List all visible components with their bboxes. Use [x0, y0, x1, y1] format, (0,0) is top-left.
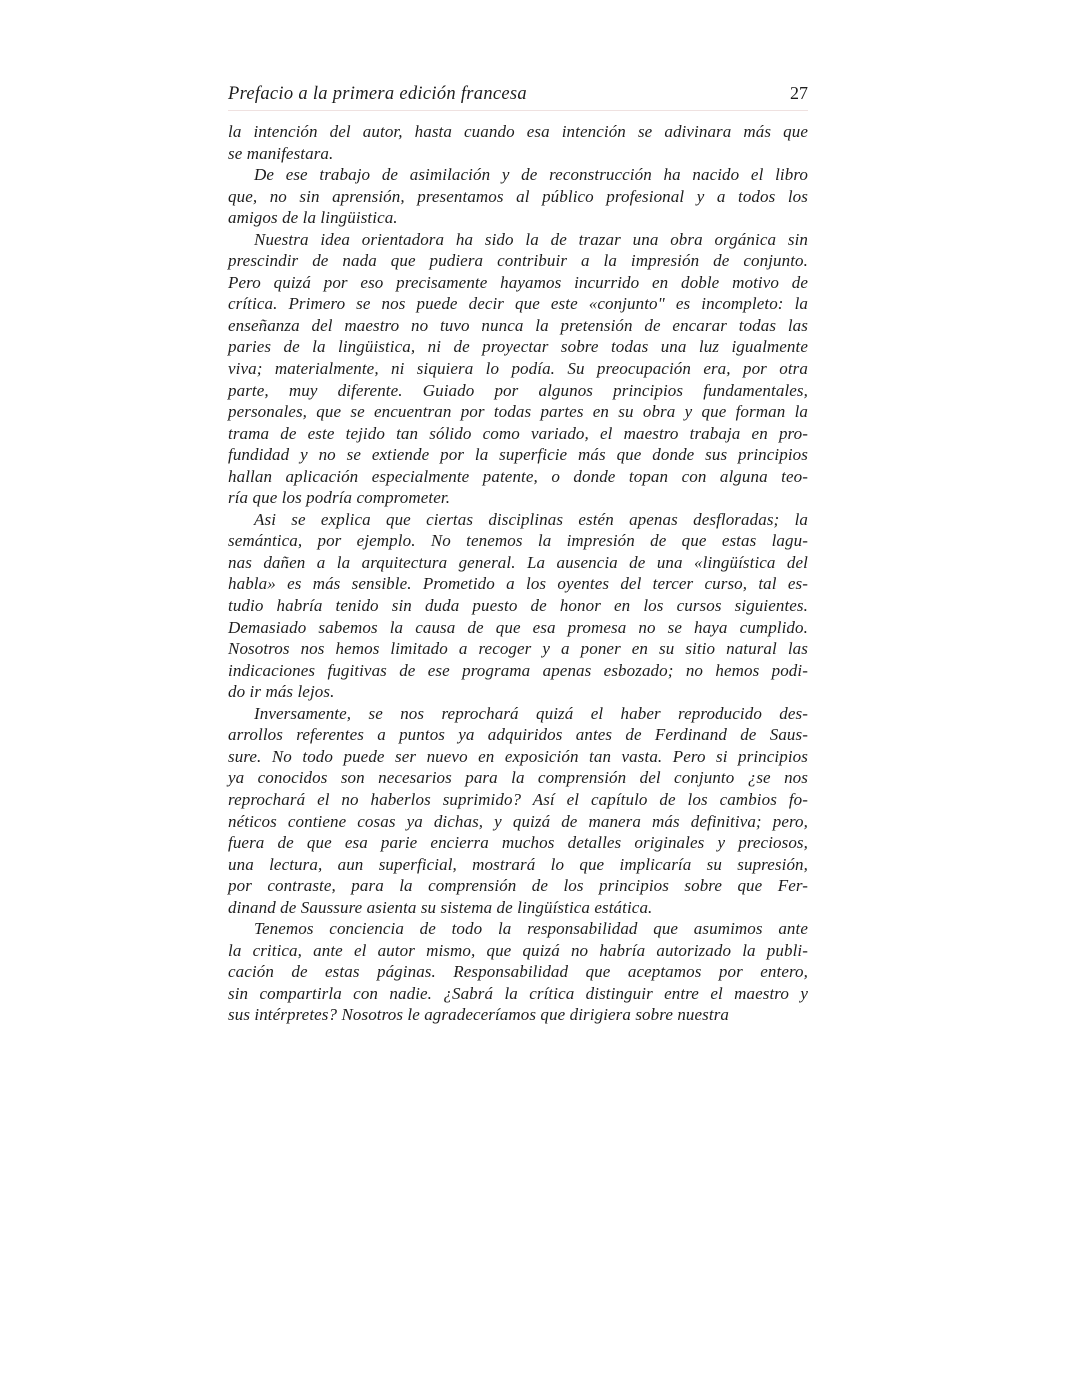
text-line: Pero quizá por eso precisamente hayamos incurrido en doble motivo de — [228, 272, 808, 292]
text-line: fuera de que esa parie encierra muchos detalles originales y preciosos, — [228, 833, 808, 853]
text-line: arrollos referentes a puntos ya adquiridos antes de Ferdinand de Saus- — [228, 725, 808, 745]
text-line: ría que los podría comprometer. — [228, 488, 451, 508]
text-line: viva; materialmente, ni siquiera lo podía. Su preocupación era, por otra — [228, 359, 808, 379]
text-line: hallan aplicación especialmente patente, o donde topan con alguna teo- — [228, 466, 808, 486]
text-line: que, no sin aprensión, presentamos al público profesional y a todos los — [228, 186, 808, 206]
text-line: Nuestra idea orientadora ha sido la de trazar una obra orgánica sin — [254, 229, 808, 249]
text-line: enseñanza del maestro no tuvo nunca la pretensión de encarar todas las — [228, 315, 808, 335]
text-line: semántica, por ejemplo. No tenemos la impresión de que estas lagu- — [228, 531, 808, 551]
text-line: paries de la lingüistica, ni de proyectar sobre todas una luz igualmente — [228, 337, 808, 357]
text-line: Inversamente, se nos reprochará quizá el haber reproducido des- — [254, 703, 808, 723]
text-line: la intención del autor, hasta cuando esa intención se adivinara más que — [228, 122, 808, 141]
text-line: una lectura, aun superficial, mostrará lo que implicaría su supresión, — [228, 854, 808, 874]
text-line: personales, que se encuentran por todas partes en su obra y que forman la — [228, 402, 808, 422]
text-line: néticos contiene cosas ya dichas, y quizá de manera más definitiva; pero, — [228, 811, 808, 831]
paragraph — [228, 229, 808, 509]
running-head-title: Prefacio a la primera edición francesa — [228, 84, 527, 104]
text-line: De ese trabajo de asimilación y de reconstrucción ha nacido el libro — [254, 165, 808, 185]
text-line: sin compartirla con nadie. ¿Sabrá la crítica distinguir entre el maestro y — [228, 983, 808, 1003]
text-line: prescindir de nada que pudiera contribuir a la impresión de conjunto. — [228, 251, 808, 271]
text-line: nas dañen a la arquitectura general. La ausencia de una «lingüística del — [228, 552, 808, 572]
text-line: habla» es más sensible. Prometido a los oyentes del tercer curso, tal es- — [228, 574, 808, 594]
text-line: Asi se explica que ciertas disciplinas estén apenas desfloradas; la — [254, 509, 808, 529]
page-number: 27 — [790, 83, 808, 103]
paragraph — [228, 918, 808, 1026]
text-line: por contraste, para la comprensión de los principios sobre que Fer- — [228, 876, 808, 896]
paragraph — [228, 164, 808, 229]
paragraph — [228, 703, 808, 918]
text-line: dinand de Saussure asienta su sistema de lingüística estática. — [228, 897, 653, 917]
running-head — [228, 82, 808, 105]
text-line: ya conocidos son necesarios para la comprensión del conjunto ¿se nos — [228, 768, 808, 788]
page-body — [228, 121, 808, 1026]
text-line: Nosotros nos hemos limitado a recoger y a poner en su sitio natural las — [228, 639, 808, 659]
text-line: parte, muy diferente. Guiado por algunos principios fundamentales, — [228, 380, 808, 400]
text-line: sus intérpretes? Nosotros le agradeceríamos que dirigiera sobre nuestra — [228, 1005, 730, 1025]
text-line: la critica, ante el autor mismo, que quizá no habría autorizado la publi- — [228, 940, 808, 960]
text-line: Demasiado sabemos la causa de que esa promesa no se haya cumplido. — [228, 617, 808, 637]
text-line: reprochará el no haberlos suprimido? Así el capítulo de los cambios fo- — [228, 789, 808, 809]
text-line: se manifestara. — [228, 143, 334, 163]
text-line: amigos de la lingüistica. — [228, 208, 398, 228]
text-line: crítica. Primero se nos puede decir que este «conjunto" es incompleto: la — [228, 294, 808, 314]
text-line: fundidad y no se extiende por la superficie más que donde sus principios — [228, 445, 808, 465]
paragraph — [228, 121, 808, 164]
header-rule — [228, 110, 808, 111]
paragraph — [228, 509, 808, 703]
text-line: cación de estas páginas. Responsabilidad que aceptamos por entero, — [228, 962, 808, 982]
text-line: sure. No todo puede ser nuevo en exposición tan vasta. Pero si principios — [228, 746, 808, 766]
text-line: Tenemos conciencia de todo la responsabilidad que asumimos ante — [254, 919, 808, 939]
text-line: indicaciones fugitivas de ese programa apenas esbozado; no hemos podi- — [228, 660, 808, 680]
text-line: tudio habría tenido sin duda puesto de honor en los cursos siguientes. — [228, 596, 808, 616]
text-line: do ir más lejos. — [228, 682, 335, 702]
text-line: trama de este tejido tan sólido como variado, el maestro trabaja en pro- — [228, 423, 808, 443]
